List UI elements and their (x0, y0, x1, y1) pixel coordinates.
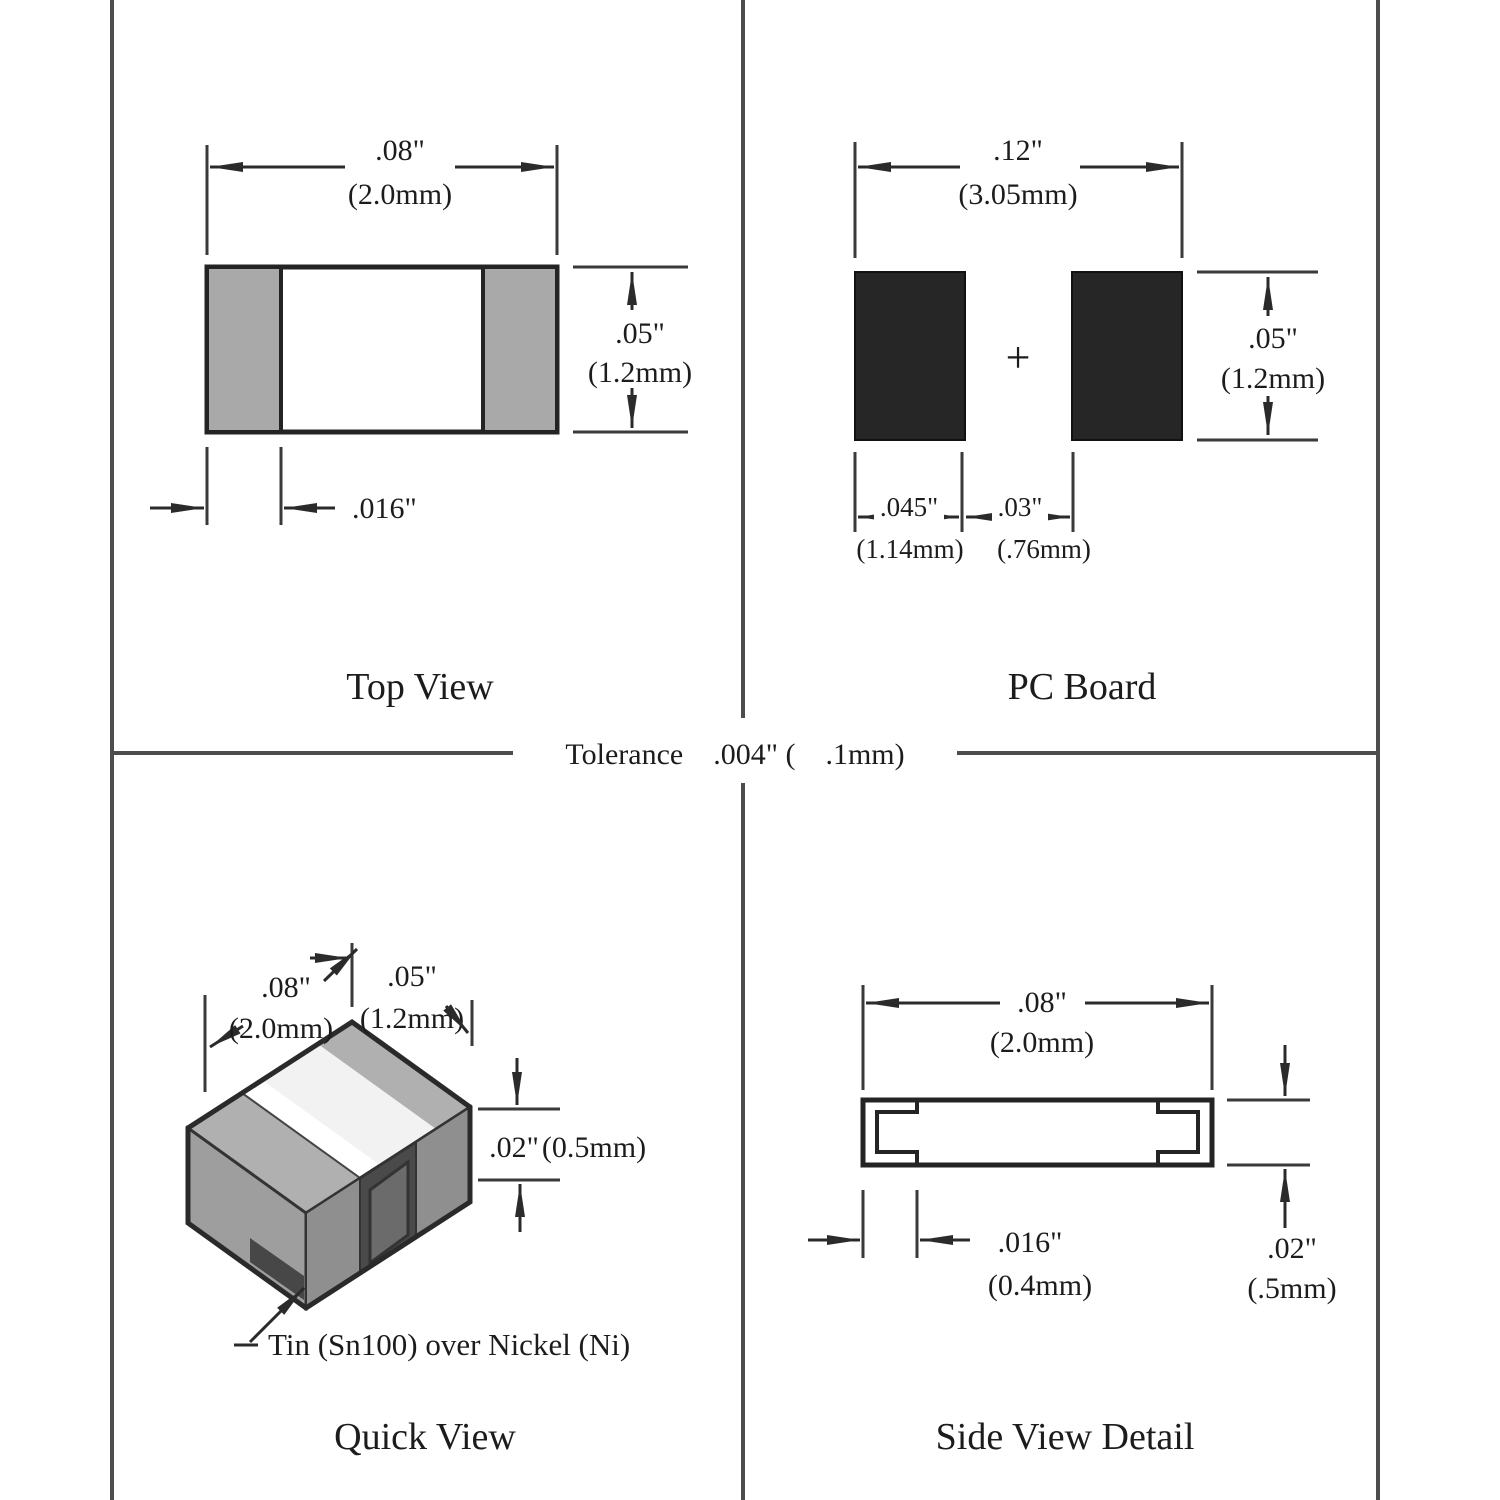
termination-cap-left (207, 267, 281, 432)
pc-board-title: PC Board (1007, 666, 1157, 708)
height-mm-label: (.5mm) (1247, 1272, 1337, 1305)
width-mm-label: (2.0mm) (347, 178, 453, 211)
pc-board (855, 134, 1325, 708)
width-mm-label: (2.0mm) (989, 1026, 1095, 1059)
center-cross: + (1005, 333, 1031, 382)
solder-pad-left (855, 272, 965, 440)
height-mm-label: (1.2mm) (587, 356, 693, 389)
width-label: .08" (1017, 986, 1067, 1019)
pad-height-mm-label: (1.2mm) (1220, 362, 1326, 395)
width-mm-label: (1.2mm) (359, 1002, 465, 1035)
top-view (150, 134, 692, 708)
span-mm-label: (3.05mm) (958, 178, 1078, 211)
quick-view (188, 943, 646, 1458)
width-label: .08" (375, 134, 425, 167)
gap-width-label: .03" (997, 492, 1043, 522)
height-label: .05" (615, 317, 665, 350)
height-label: .02" (1267, 1232, 1317, 1265)
quick-view-title: Quick View (334, 1416, 516, 1458)
gap-width-mm-label: (.76mm) (997, 534, 1091, 564)
height-mm-label: (0.5mm) (541, 1131, 647, 1164)
tolerance-note: Tolerance .004" ( .1mm) (565, 738, 905, 771)
cap-label: .016" (997, 1226, 1063, 1259)
end-cap-label: .016" (352, 492, 417, 525)
span-label: .12" (993, 134, 1043, 167)
top-view-title: Top View (346, 666, 494, 708)
solder-pad-right (1072, 272, 1182, 440)
side-view-detail (808, 985, 1337, 1458)
length-mm-label: (2.0mm) (228, 1012, 334, 1045)
termination-cap-right (483, 267, 557, 432)
width-label: .05" (387, 960, 437, 993)
cap-mm-label: (0.4mm) (987, 1269, 1093, 1302)
pad-width-mm-label: (1.14mm) (856, 534, 964, 564)
height-label: .02" (489, 1131, 539, 1164)
length-label: .08" (261, 971, 311, 1004)
pad-height-label: .05" (1248, 322, 1298, 355)
side-view-title: Side View Detail (935, 1416, 1195, 1458)
plating-note: Tin (Sn100) over Nickel (Ni) (268, 1327, 631, 1362)
pad-width-label: .045" (879, 492, 939, 522)
